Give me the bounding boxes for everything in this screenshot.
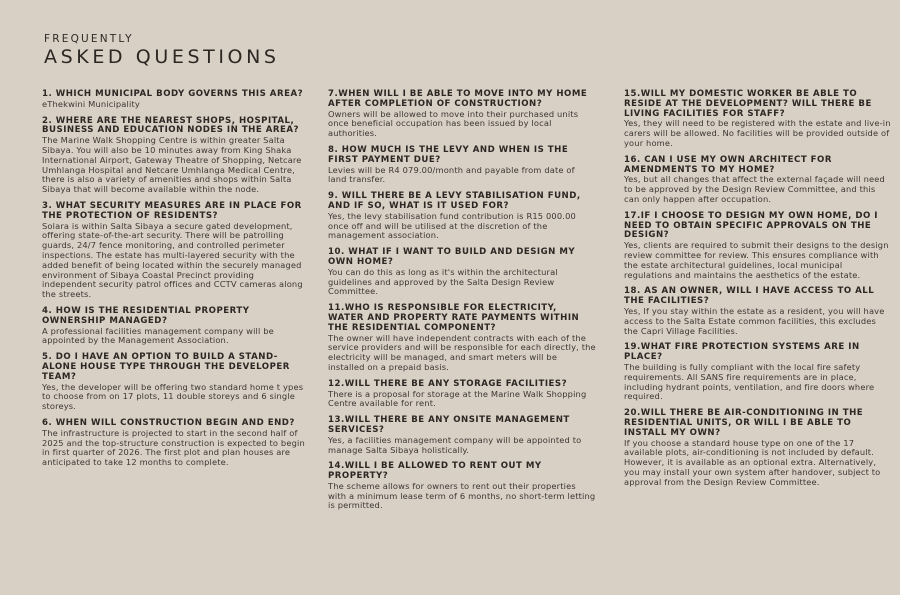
- faq-answer: You can do this as long as it's within the architectural guidelines and approved by the Salta Design Review Committee.: [328, 266, 558, 297]
- faq-question: 16. CAN I USE MY OWN ARCHITECT FOR AMENDMENTS TO MY HOME?: [624, 154, 832, 175]
- faq-item: [328, 90, 596, 139]
- faq-item: [328, 146, 596, 185]
- faq-answer: The scheme allows for owners to rent out their properties with a minimum lease term of 6 months, no short-term letting is permitted.: [328, 480, 596, 511]
- faq-question: 9. WILL THERE BE A LEVY STABILISATION FUND, AND IF SO, WHAT IS IT USED FOR?: [328, 191, 581, 211]
- faq-question: 11.WHO IS RESPONSIBLE FOR ELECTRICITY, WATER AND PROPERTY RATE PAYMENTS WITHIN THE RESIDENTIAL COMPONENT?: [328, 303, 580, 333]
- faq-answer: Yes, they will need to be registered with the estate and live-in carers will be allowed. No facilities will be provided outside of your home.: [624, 118, 891, 148]
- faq-item: [42, 202, 310, 300]
- faq-item: [328, 462, 596, 511]
- faq-answer: eThekwini Municipality: [42, 98, 140, 109]
- faq-answer: Owners will be allowed to move into their purchased units once beneficial occupation has been issued by local authorities.: [328, 108, 579, 139]
- faq-item: [42, 90, 310, 110]
- faq-item: [328, 304, 596, 373]
- faq-question: 1. WHICH MUNICIPAL BODY GOVERNS THIS AREA?: [42, 89, 304, 99]
- faq-answer: The infrastructure is projected to start in the second half of 2025 and the top-structure construction is expected to begin in first quarter of 2026. The first plot and plan houses are anticipated to take 12 months to complete.: [42, 427, 305, 468]
- faq-answer: Yes, clients are required to submit their designs to the design review committee for review. This ensures compliance with the estate architectural guidelines, local municipal regulations and maintains the aesthetics of the estate.: [624, 240, 889, 280]
- faq-item: [624, 343, 892, 402]
- faq-answer: Levies will be R4 079.00/month and payable from date of land transfer.: [328, 164, 575, 185]
- faq-column-3: [624, 90, 892, 494]
- faq-question: 2. WHERE ARE THE NEAREST SHOPS, HOSPITAL, BUSINESS AND EDUCATION NODES IN THE AREA?: [42, 115, 300, 136]
- faq-question: 17.IF I CHOOSE TO DESIGN MY OWN HOME, DO I NEED TO OBTAIN SPECIFIC APPROVALS ON THE DESIGN?: [624, 210, 878, 241]
- faq-question: 15.WILL MY DOMESTIC WORKER BE ABLE TO RESIDE AT THE DEVELOPMENT? WILL THERE BE LIVING FACILITIES FOR STAFF?: [624, 89, 872, 119]
- faq-item: [624, 156, 892, 205]
- faq-question: 14.WILL I BE ALLOWED TO RENT OUT MY PROPERTY?: [328, 461, 542, 482]
- faq-item: [624, 212, 892, 281]
- faq-item: [624, 409, 892, 487]
- faq-item: [328, 192, 596, 241]
- faq-answer: Yes, but all changes that affect the external façade will need to be approved by the Design Review Committee, and this can only happen after occupation.: [624, 174, 885, 204]
- faq-item: [328, 380, 596, 409]
- faq-question: 5. DO I HAVE AN OPTION TO BUILD A STAND-ALONE HOUSE TYPE THROUGH THE DEVELOPER TEAM?: [42, 352, 290, 382]
- faq-item: [624, 287, 892, 336]
- faq-item: [328, 248, 596, 297]
- page-header: [44, 33, 280, 68]
- faq-item: [624, 90, 892, 149]
- faq-question: 8. HOW MUCH IS THE LEVY AND WHEN IS THE FIRST PAYMENT DUE?: [328, 144, 569, 165]
- faq-question: 4. HOW IS THE RESIDENTIAL PROPERTY OWNERSHIP MANAGED?: [42, 305, 250, 326]
- faq-question: 18. AS AN OWNER, WILL I HAVE ACCESS TO ALL THE FACILITIES?: [624, 286, 875, 307]
- faq-answer: The Marine Walk Shopping Centre is within greater Salta Sibaya. You will also be 10 minutes away from King Shaka International Airport, Gateway Theatre of Shopping, Netcare Umhlanga Hospital and Netcare Umhlanga Medical Centre, there is also a variety of amenities and shops within Salta Sibaya that will become available within the node.: [42, 135, 302, 195]
- faq-item: [328, 416, 596, 455]
- faq-item: [42, 353, 310, 412]
- faq-item: [42, 419, 310, 468]
- faq-item: [42, 307, 310, 346]
- faq-answer: Solara is within Salta Sibaya a secure gated development, offering state-of-the-art security. There will be patrolling guards, 24/7 fence monitoring, and controlled perimeter inspections. The estate has multi-layered security with the added benefit of being located within the securely managed environment of Sibaya Coastal Precinct providing independent security patrol offices and CCTV cameras along the streets.: [42, 220, 303, 300]
- faq-question: 19.WHAT FIRE PROTECTION SYSTEMS ARE IN PLACE?: [624, 342, 860, 363]
- faq-answer: If you choose a standard house type on one of the 17 available plots, air-conditioning is not included by default. However, it is available as an optional extra. Alternatively, you may install your own system after handover, subject to approval from the Design Review Committee.: [624, 437, 881, 487]
- faq-item: [42, 117, 310, 195]
- faq-question: 20.WILL THERE BE AIR-CONDITIONING IN THE RESIDENTIAL UNITS, OR WILL I BE ABLE TO INSTALL MY OWN?: [624, 408, 864, 438]
- faq-answer: The building is fully compliant with the local fire safety requirements. All SANS fire requirements are in place, including hydrant points, ventilation, and fire doors where required.: [624, 361, 875, 402]
- faq-question: 10. WHAT IF I WANT TO BUILD AND DESIGN MY OWN HOME?: [328, 247, 576, 267]
- faq-question: 6. WHEN WILL CONSTRUCTION BEGIN AND END?: [42, 417, 295, 428]
- faq-answer: The owner will have independent contracts with each of the service providers and will be responsible for each directly, the electricity will be managed, and smart meters will be installed on a prepaid basis.: [328, 332, 596, 372]
- header-kicker: FREQUENTLY: [44, 33, 134, 45]
- faq-column-1: [42, 90, 310, 475]
- faq-question: 7.WHEN WILL I BE ABLE TO MOVE INTO MY HOME AFTER COMPLETION OF CONSTRUCTION?: [328, 89, 588, 109]
- faq-answer: Yes, the developer will be offering two standard home t ypes to choose from on 17 plots, 11 double storeys and 6 single storeys.: [42, 381, 304, 412]
- faq-answer: Yes, a facilities management company will be appointed to manage Salta Sibaya holistically.: [328, 434, 582, 455]
- faq-answer: There is a proposal for storage at the Marine Walk Shopping Centre available for rent.: [328, 388, 587, 409]
- faq-answer: Yes, the levy stabilisation fund contribution is R15 000.00 once off and will be utilised at the discretion of the management association.: [328, 210, 576, 241]
- page-title: ASKED QUESTIONS: [44, 46, 280, 68]
- faq-question: 3. WHAT SECURITY MEASURES ARE IN PLACE FOR THE PROTECTION OF RESIDENTS?: [42, 200, 302, 221]
- faq-column-2: [328, 90, 596, 518]
- faq-answer: A professional facilities management company will be appointed by the Management Association.: [42, 325, 274, 346]
- faq-question: 12.WILL THERE BE ANY STORAGE FACILITIES?: [328, 378, 568, 389]
- faq-question: 13.WILL THERE BE ANY ONSITE MANAGEMENT SERVICES?: [328, 415, 570, 435]
- faq-answer: Yes, If you stay within the estate as a resident, you will have access to the Salta Estate common facilities, this excludes the Capri Village Facilities.: [624, 305, 885, 336]
